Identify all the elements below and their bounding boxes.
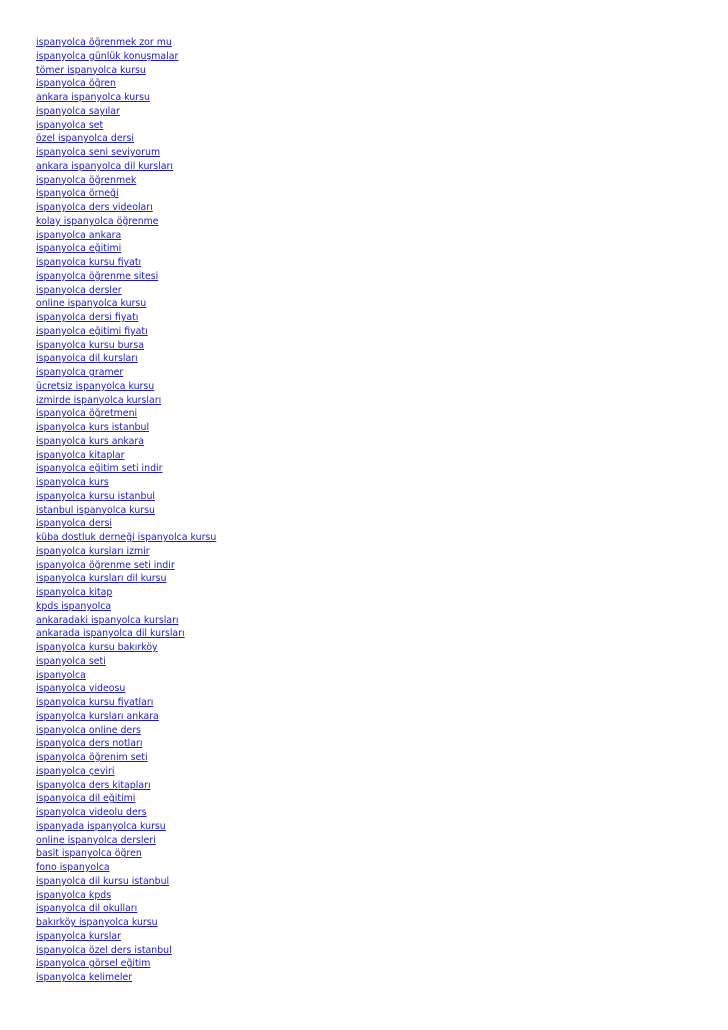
list-item [36,721,216,735]
list-item [36,927,216,941]
list-item [36,446,216,460]
keyword-link[interactable]: ispanyolca öğrenmek [36,174,137,186]
list-item [36,789,216,803]
keyword-link[interactable]: ispanyolca dersi fiyatı [36,312,139,323]
list-item [36,734,216,748]
list-item [36,941,216,955]
keyword-link[interactable]: bakırköy ispanyolca kursu [36,917,158,928]
list-item [36,432,216,446]
list-item [36,652,216,666]
keyword-link[interactable]: ankaradaki ispanyolca kursları [36,614,179,626]
list-item [36,638,216,652]
list-item [36,831,216,845]
list-item [36,858,216,872]
list-item [36,597,216,611]
list-item [36,253,216,267]
list-item [36,143,216,157]
list-item [36,212,216,226]
keyword-link[interactable]: ücretsiz ispanyolca kursu [36,380,155,392]
keyword-link[interactable]: ispanyolca öğretmeni [36,408,138,420]
keyword-link[interactable]: ankarada ispanyolca dil kursları [36,628,185,640]
list-item [36,267,216,281]
keyword-link[interactable]: ispanyolca kelimeler [36,972,133,983]
list-item [36,487,216,501]
list-item [36,171,216,185]
keyword-link[interactable]: ispanyolca ders kitapları [36,779,151,791]
keyword-link[interactable]: ispanyolca örneği [36,188,119,200]
list-item [36,693,216,707]
list-item [36,556,216,570]
list-item [36,817,216,831]
list-item [36,913,216,927]
list-item [36,294,216,308]
keyword-link[interactable]: ispanyolca seni seviyorum [36,147,161,158]
list-item [36,88,216,102]
list-item [36,666,216,680]
keyword-link[interactable]: ispanyolca çeviri [36,765,115,777]
keyword-link[interactable]: online ispanyolca kursu [36,298,147,310]
list-item [36,624,216,638]
list-item [36,322,216,336]
list-item [36,707,216,721]
list-item [36,844,216,858]
list-item [36,473,216,487]
keyword-link[interactable]: ispanyolca kurs istanbul [36,422,150,433]
keyword-link[interactable]: ispanyolca set [36,119,104,131]
list-item [36,281,216,295]
keyword-link[interactable]: ispanyolca öğrenme seti indir [36,559,175,571]
keyword-link[interactable]: küba dostluk derneği ispanyolca kursu [36,532,217,543]
keyword-link[interactable]: ispanyolca [36,669,86,681]
keyword-link[interactable]: ispanyolca gramer [36,367,124,378]
keyword-link[interactable]: ispanyolca dil eğitimi [36,793,136,805]
keyword-link[interactable]: ispanyolca dersler [36,284,122,296]
keyword-link[interactable]: fono ispanyolca [36,862,110,873]
keyword-link[interactable]: istanbul ispanyolca kursu [36,504,155,516]
keyword-link[interactable]: ispanyolca kurs ankara [36,435,144,447]
keyword-link[interactable]: ispanyolca videosu [36,683,126,695]
keyword-link[interactable]: ispanyolca eğitimi [36,243,122,255]
keyword-link[interactable]: ispanyada ispanyolca kursu [36,820,166,832]
list-item [36,61,216,75]
list-item [36,803,216,817]
keyword-link[interactable]: ispanyolca eğitimi fiyatı [36,325,148,337]
keyword-link[interactable]: ispanyolca dil kursu istanbul [36,875,170,887]
keyword-link[interactable]: ispanyolca kpds [36,889,112,901]
list-item [36,748,216,762]
keyword-link[interactable]: ispanyolca öğrenme sitesi [36,270,159,282]
keyword-link[interactable]: ankara ispanyolca dil kursları [36,160,173,172]
keyword-link[interactable]: basit ispanyolca öğren [36,848,142,860]
list-item [36,239,216,253]
list-item [36,418,216,432]
keyword-link[interactable]: ispanyolca dil kursları [36,353,138,365]
list-item [36,776,216,790]
list-item [36,542,216,556]
keyword-link[interactable]: ankara ispanyolca kursu [36,92,150,103]
list-item [36,184,216,198]
keyword-link[interactable]: ispanyolca ders notları [36,738,143,750]
keyword-link[interactable]: özel ispanyolca dersi [36,133,134,145]
keyword-link[interactable]: ispanyolca özel ders istanbul [36,944,172,956]
keyword-link[interactable]: ispanyolca kursu fiyatları [36,697,154,708]
keyword-link[interactable]: ispanyolca öğren [36,78,116,90]
keyword-link[interactable]: ispanyolca seti [36,655,106,667]
keyword-link[interactable]: ispanyolca dil okulları [36,903,138,915]
keyword-link[interactable]: tömer ispanyolca kursu [36,64,146,76]
list-item [36,762,216,776]
keyword-link[interactable]: ispanyolca kursu fiyatı [36,257,142,268]
keyword-link[interactable]: ispanyolca kitaplar [36,449,125,461]
list-item [36,157,216,171]
list-item [36,198,216,212]
list-item [36,363,216,377]
keyword-link[interactable]: ispanyolca videolu ders [36,807,147,818]
keyword-link-list [36,33,216,982]
list-item [36,679,216,693]
list-item [36,116,216,130]
keyword-link[interactable]: ispanyolca kursu bakırköy [36,642,158,653]
list-item [36,226,216,240]
list-item [36,569,216,583]
list-item [36,102,216,116]
keyword-link[interactable]: ispanyolca kursu bursa [36,339,145,351]
keyword-link[interactable]: online ispanyolca dersleri [36,834,156,846]
list-item [36,349,216,363]
keyword-link[interactable]: ispanyolca dersi [36,518,112,530]
list-item [36,886,216,900]
keyword-link[interactable]: ispanyolca sayılar [36,105,120,117]
list-item [36,611,216,625]
keyword-link[interactable]: ispanyolca günlük konuşmalar [36,50,179,62]
list-item [36,501,216,515]
list-item [36,514,216,528]
list-item [36,899,216,913]
list-item [36,583,216,597]
list-item [36,954,216,968]
list-item [36,33,216,47]
keyword-link[interactable]: ispanyolca öğrenim seti [36,752,148,763]
keyword-link[interactable]: ispanyolca kursları izmir [36,545,150,557]
list-item [36,968,216,982]
keyword-link[interactable]: ispanyolca öğrenmek zor mu [36,37,172,48]
keyword-link[interactable]: kolay ispanyolca öğrenme [36,215,159,227]
list-item [36,528,216,542]
keyword-link[interactable]: ispanyolca görsel eğitim [36,958,151,970]
list-item [36,377,216,391]
keyword-link[interactable]: ispanyolca kitap [36,587,113,598]
keyword-link[interactable]: ispanyolca kurs [36,477,109,488]
list-item [36,129,216,143]
keyword-link[interactable]: ispanyolca kursları ankara [36,710,159,722]
list-item [36,404,216,418]
keyword-link[interactable]: izmirde ispanyolca kursları [36,394,162,406]
keyword-link[interactable]: ispanyolca eğitim seti indir [36,463,163,475]
list-item [36,308,216,322]
keyword-link[interactable]: ispanyolca kurslar [36,930,121,942]
keyword-link[interactable]: ispanyolca kursu istanbul [36,490,155,502]
list-item [36,459,216,473]
list-item [36,391,216,405]
keyword-link[interactable]: ispanyolca ankara [36,229,122,241]
keyword-link[interactable]: ispanyolca kursları dil kursu [36,573,167,585]
keyword-link[interactable]: ispanyolca ders videoları [36,202,153,213]
list-item [36,336,216,350]
list-item [36,47,216,61]
list-item [36,74,216,88]
keyword-link[interactable]: kpds ispanyolca [36,600,112,612]
keyword-link[interactable]: ispanyolca online ders [36,724,141,736]
list-item [36,872,216,886]
